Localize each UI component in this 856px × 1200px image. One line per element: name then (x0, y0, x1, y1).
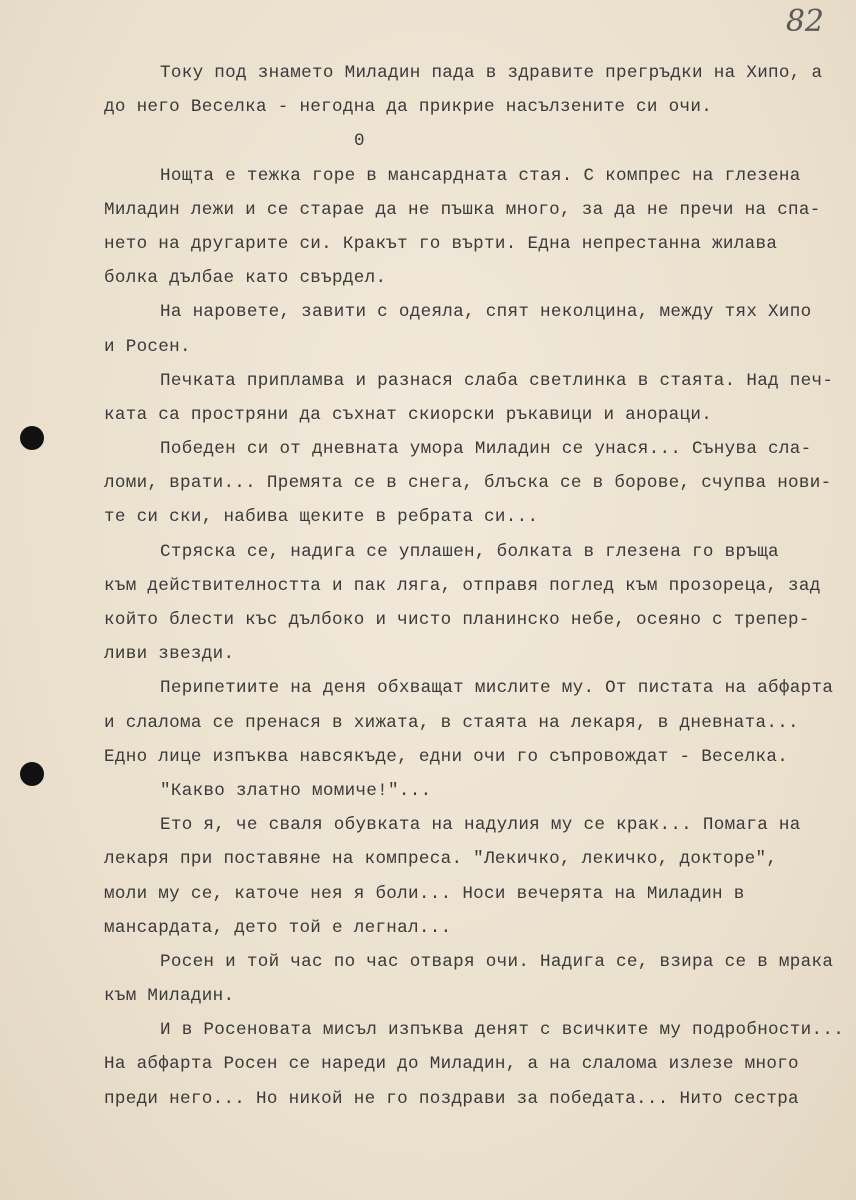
text-line: преди него... Но никой не го поздрави за победата... Нито сестра (104, 1088, 799, 1109)
text-line: и слалома се пренася в хижата, в стаята на лекаря, в дневната... (104, 712, 799, 733)
text-line: болка дълбае като свърдел. (104, 268, 387, 289)
text-line: който блести къс дълбоко и чисто планинско небе, осеяно с трепер- (104, 610, 810, 630)
text-line: Нощта е тежка горе в мансардната стая. С компрес на глезена (160, 165, 801, 186)
text-line: Ето я, че сваля обувката на надулия му се крак... Помага на (160, 815, 801, 836)
text-line: На наровете, завити с одеяла, спят неколцина, между тях Хипо (160, 302, 812, 323)
text-line: Стряска се, надига се уплашен, болката в глезена го връща (160, 541, 779, 562)
text-line: Едно лице изпъква навсякъде, едни очи го съпровождат - Веселка. (104, 746, 789, 767)
text-line: Миладин лежи и се старае да не пъшка много, за да не пречи на спа- (104, 199, 821, 220)
punch-hole (20, 426, 44, 450)
text-line: до него Веселка - негодна да прикрие насълзените си очи. (104, 97, 713, 118)
text-line: На абфарта Росен се нареди до Миладин, а на слалома излезе много (104, 1054, 799, 1075)
text-line: ливи звезди. (104, 644, 235, 665)
punch-hole (20, 762, 44, 786)
text-line: Победен си от дневната умора Миладин се унася... Сънува сла- (160, 439, 812, 460)
text-line: Перипетиите на деня обхващат мислите му. От пистата на абфарта (160, 678, 834, 699)
text-line: ломи, врати... Премята се в снега, блъска се в борове, счупва нови- (104, 473, 832, 494)
text-line: моли му се, каточе нея я боли... Носи вечерята на Миладин в (104, 883, 745, 904)
page-number: 82 (785, 4, 824, 39)
text-line: И в Росеновата мисъл изпъква денят с всичките му подробности... (160, 1020, 845, 1041)
text-line: към Миладин. (104, 986, 235, 1007)
text-line: мансардата, дето той е легнал... (104, 917, 452, 938)
text-line: ката са простряни да съхнат скиорски ръкавици и анораци. (104, 404, 713, 425)
typewritten-text (104, 56, 845, 1116)
text-line: и Росен. (104, 336, 191, 357)
text-line: Печката припламва и разнася слаба светлинка в стаята. Над печ- (160, 370, 834, 391)
text-line: лекаря при поставяне на компреса. "Лекичко, лекичко, докторе", (104, 849, 778, 870)
section-separator: 0 (354, 131, 365, 152)
text-line: Росен и той час по час отваря очи. Надига се, взира се в мрака (160, 951, 834, 972)
text-line: Току под знамето Миладин пада в здравите прегръдки на Хипо, а (160, 63, 823, 83)
text-line: "Какво златно момиче!"... (160, 780, 432, 801)
text-line: нето на другарите си. Кракът го върти. Една непрестанна жилава (104, 233, 778, 254)
text-line: към действителността и пак ляга, отправя поглед към прозореца, зад (104, 575, 821, 596)
text-line: те си ски, набива щеките в ребрата си... (104, 507, 539, 528)
